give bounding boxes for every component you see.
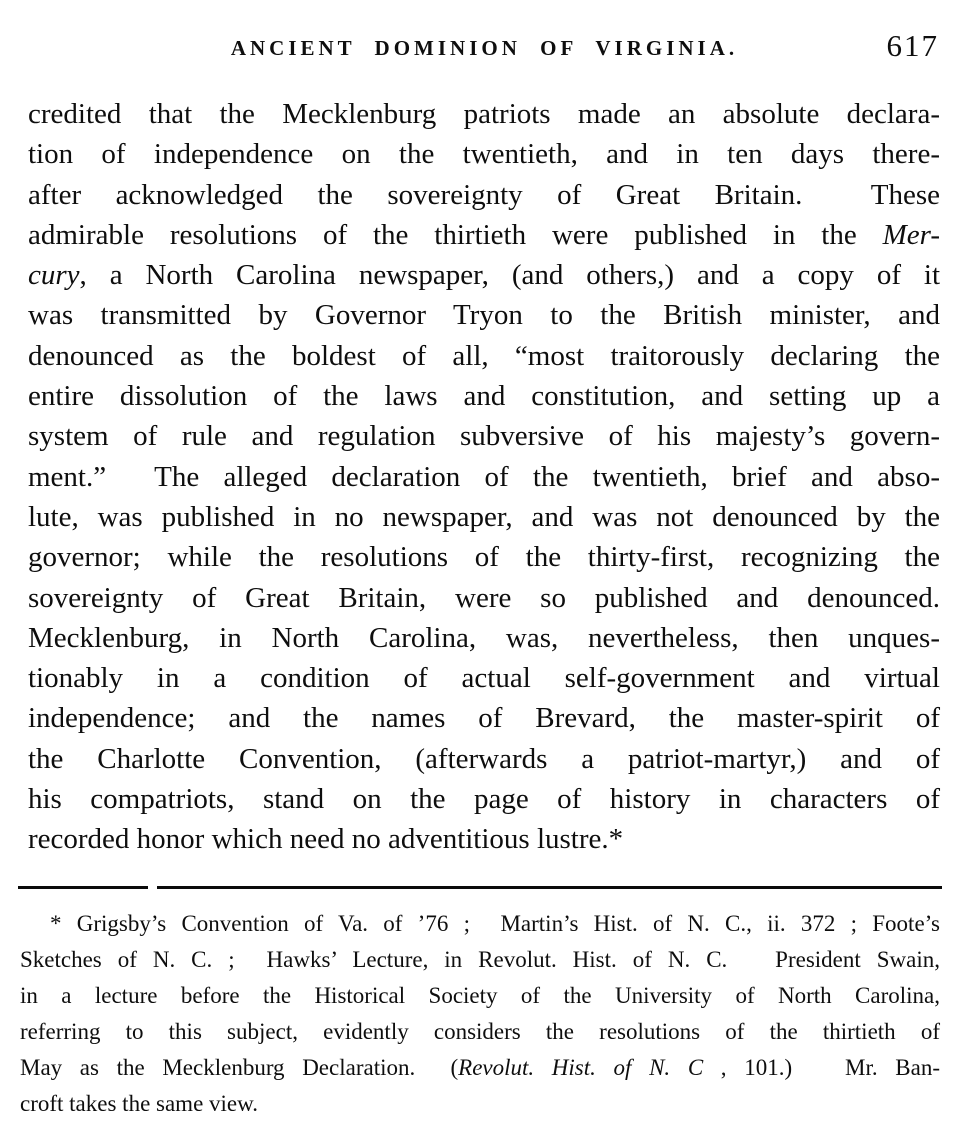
body-paragraph bbox=[28, 94, 940, 860]
footnote-line: Sketches of N. C. ; Hawks’ Lecture, in Revolut. Hist. of N. C. President Swain, bbox=[20, 947, 940, 972]
footnote-line: * Grigsby’s Convention of Va. of ’76 ; Martin’s Hist. of N. C., ii. 372 ; Foote’s bbox=[50, 911, 940, 936]
body-line: independence; and the names of Brevard, the master-spirit of bbox=[28, 702, 940, 735]
body-line: the Charlotte Convention, (afterwards a patriot-martyr,) and of bbox=[28, 742, 940, 775]
footnote-line: referring to this subject, evidently considers the resolutions of the thirtieth of bbox=[20, 1019, 940, 1044]
footnote-rule-segment bbox=[157, 886, 942, 889]
body-line: denounced as the boldest of all, “most traitorously declaring the bbox=[28, 339, 940, 372]
body-line: credited that the Mecklenburg patriots made an absolute declara- bbox=[28, 98, 940, 130]
body-line: Mecklenburg, in North Carolina, was, nevertheless, then unques- bbox=[28, 621, 940, 654]
body-line: lute, was published in no newspaper, and was not denounced by the bbox=[28, 500, 940, 533]
body-line: admirable resolutions of the thirtieth were published in the Mer- bbox=[28, 218, 940, 251]
running-title: ANCIENT DOMINION OF VIRGINIA. bbox=[230, 36, 739, 60]
body-line: entire dissolution of the laws and constitution, and setting up a bbox=[28, 380, 940, 413]
footnote-rule-segment bbox=[18, 886, 148, 889]
body-line: cury, a North Carolina newspaper, (and others,) and a copy of it bbox=[28, 259, 940, 292]
footnote-line: May as the Mecklenburg Declaration. (Revolut. Hist. of N. C , 101.) Mr. Ban- bbox=[20, 1055, 940, 1080]
body-line: tion of independence on the twentieth, and in ten days there- bbox=[28, 138, 940, 171]
body-line: governor; while the resolutions of the thirty-first, recognizing the bbox=[28, 541, 940, 574]
body-line: recorded honor which need no adventitious lustre.* bbox=[28, 823, 624, 856]
body-line: was transmitted by Governor Tryon to the British minister, and bbox=[28, 299, 940, 332]
running-head bbox=[0, 30, 969, 72]
body-line: ment.” The alleged declaration of the twentieth, brief and abso- bbox=[28, 460, 940, 493]
footnote-line: croft takes the same view. bbox=[20, 1091, 258, 1116]
footnote-paragraph bbox=[20, 906, 940, 1122]
body-line: his compatriots, stand on the page of history in characters of bbox=[28, 783, 940, 816]
body-line: after acknowledged the sovereignty of Great Britain. These bbox=[28, 178, 940, 211]
page-number: 617 bbox=[886, 28, 939, 63]
body-line: sovereignty of Great Britain, were so published and denounced. bbox=[28, 581, 940, 614]
body-line: tionably in a condition of actual self-government and virtual bbox=[28, 662, 940, 695]
body-line: system of rule and regulation subversive of his majesty’s govern- bbox=[28, 420, 940, 453]
footnote-line: in a lecture before the Historical Society of the University of North Carolina, bbox=[20, 983, 940, 1008]
footnote-rule bbox=[18, 886, 942, 889]
